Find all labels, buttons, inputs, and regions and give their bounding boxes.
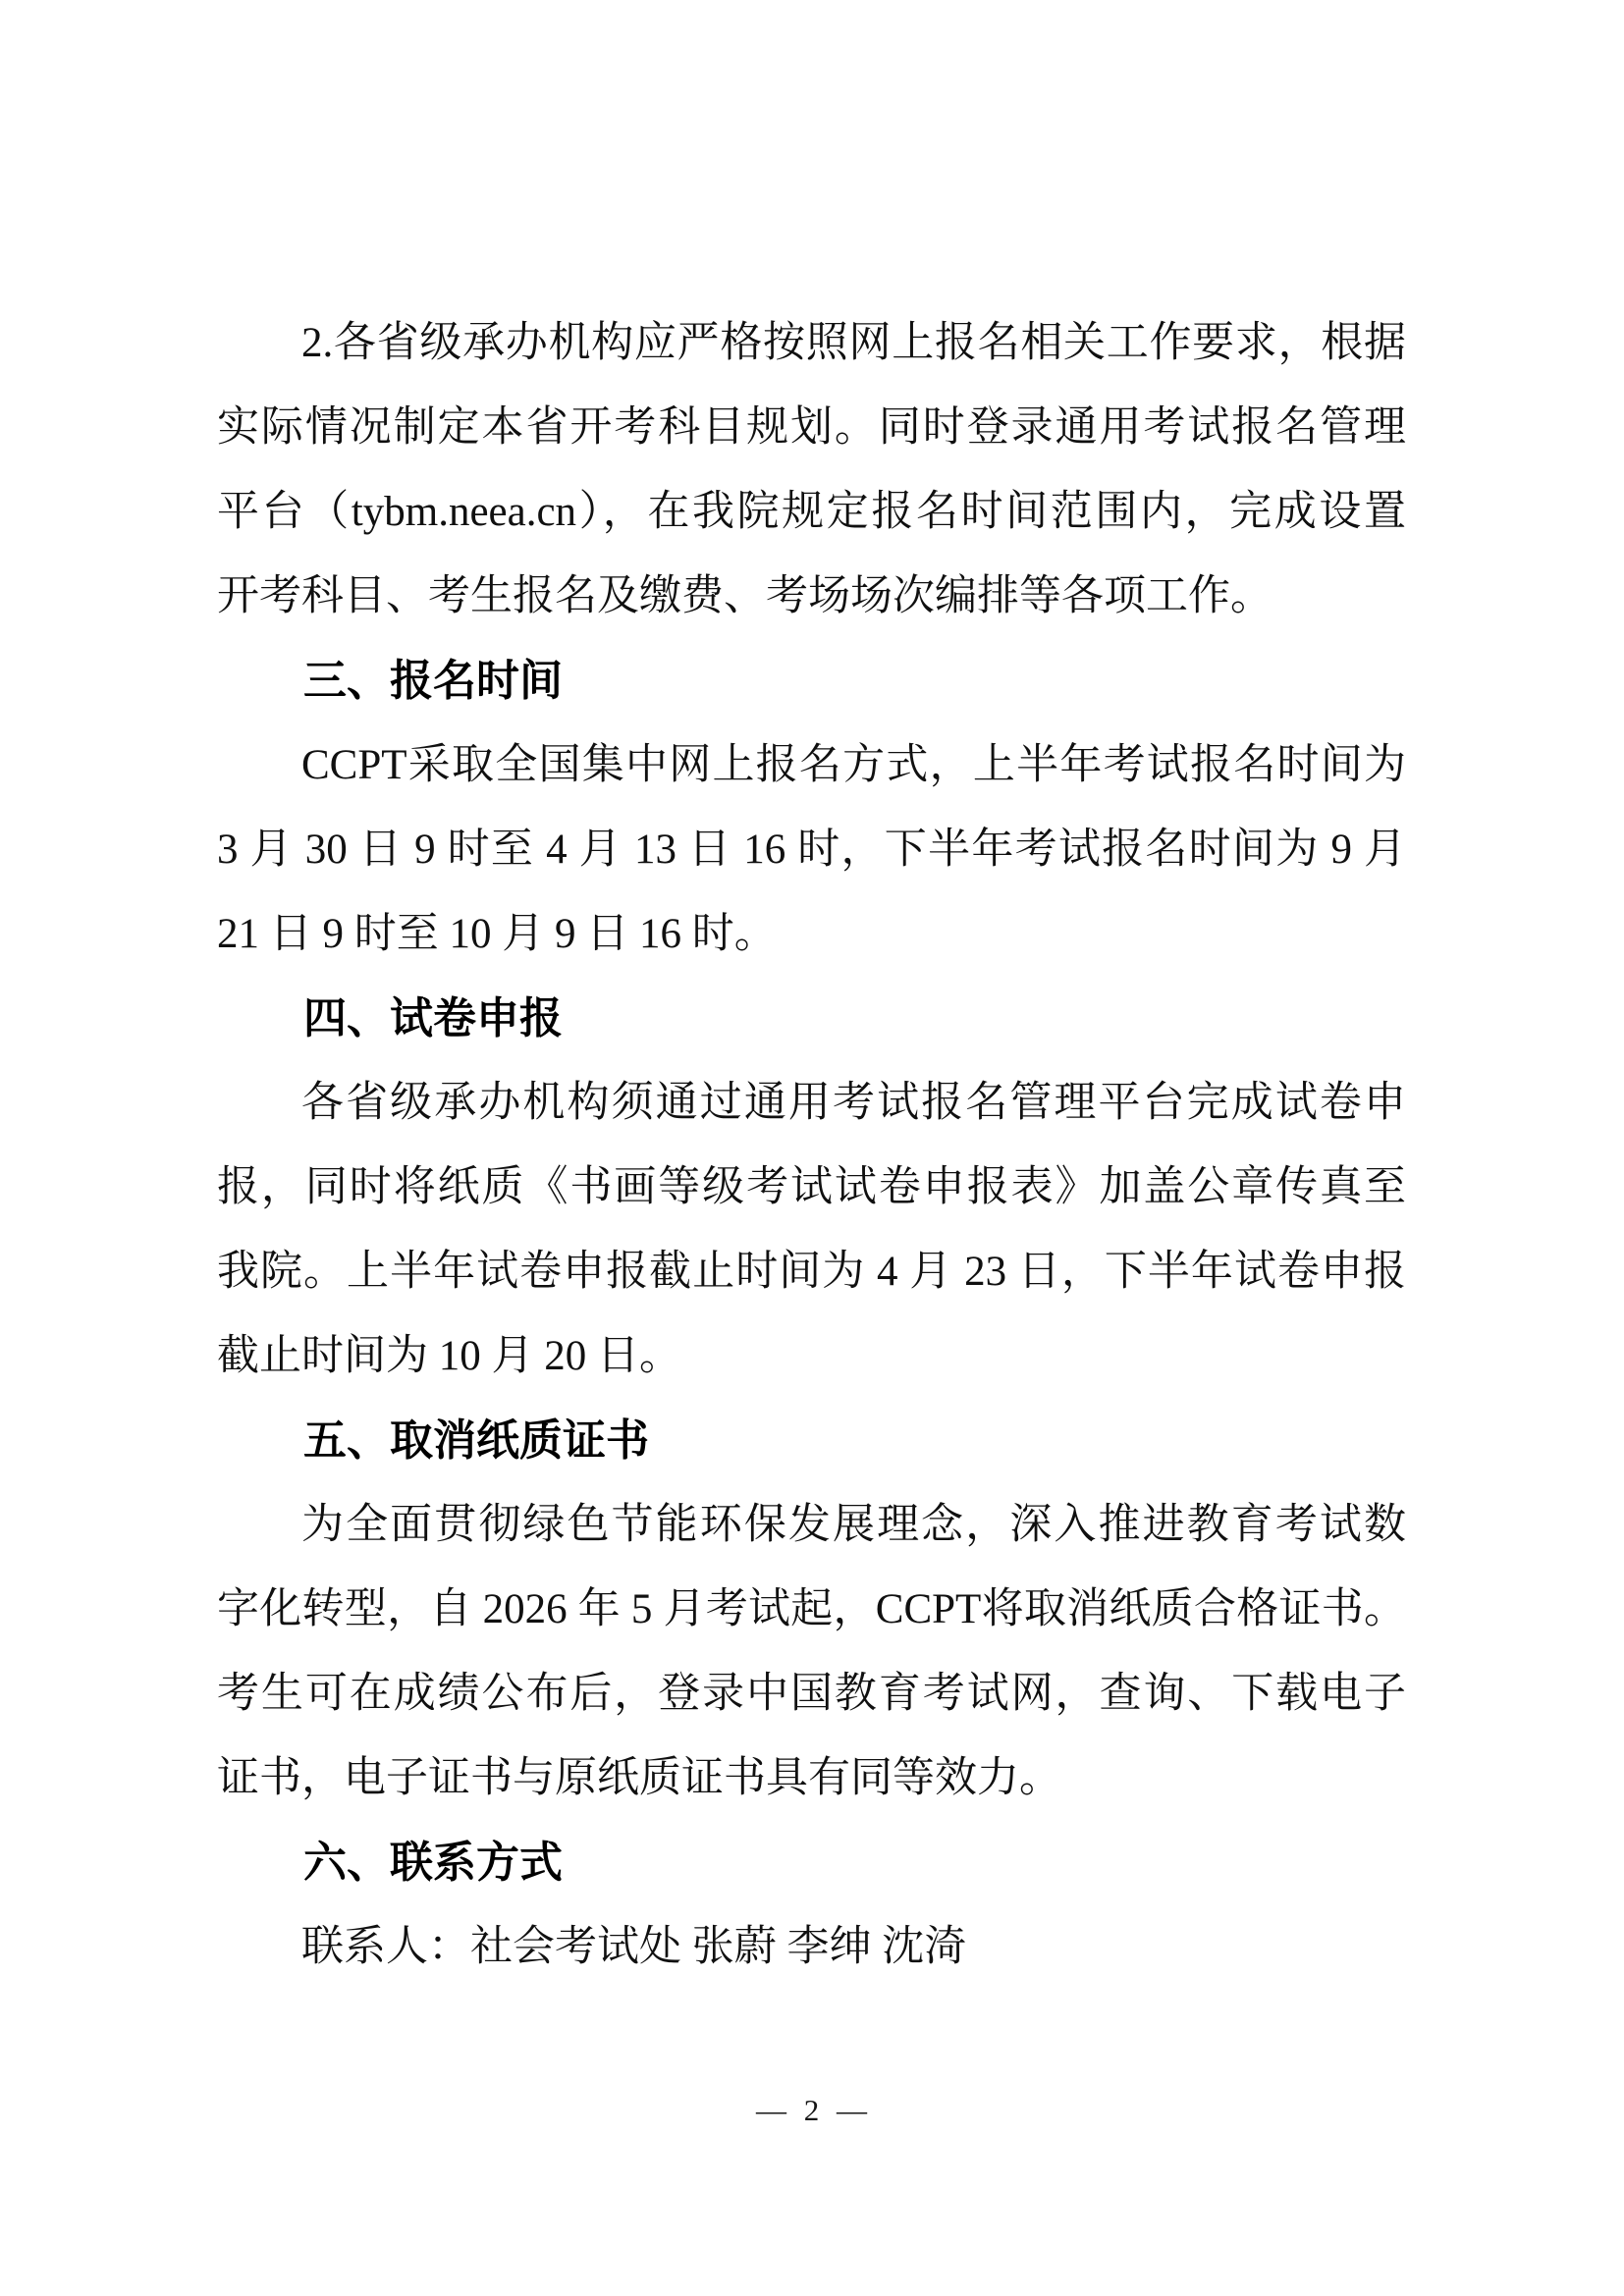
paragraph-line: 平台（tybm.neea.cn），在我院规定报名时间范围内，完成设置: [217, 489, 1406, 535]
paragraph-line: 截止时间为 10 月 20 日。: [217, 1333, 681, 1379]
section-heading-cancel-paper-certificate: 五、取消纸质证书: [303, 1416, 649, 1465]
paragraph-line: 字化转型，自 2026 年 5 月考试起，CCPT将取消纸质合格证书。: [217, 1586, 1406, 1632]
paragraph-line: CCPT采取全国集中网上报名方式，上半年考试报名时间为: [301, 742, 1406, 788]
paragraph-line: 为全面贯彻绿色节能环保发展理念，深入推进教育考试数: [301, 1502, 1406, 1548]
document-body: [217, 301, 1406, 1990]
paragraph-line: 考生可在成绩公布后，登录中国教育考试网，查询、下载电子: [217, 1671, 1406, 1717]
paragraph-line: 我院。上半年试卷申报截止时间为 4 月 23 日，下半年试卷申报: [217, 1249, 1406, 1295]
paragraph-line: 开考科目、考生报名及缴费、考场场次编排等各项工作。: [217, 573, 1272, 619]
paragraph-line: 证书，电子证书与原纸质证书具有同等效力。: [217, 1755, 1061, 1801]
paragraph-line: 2.各省级承办机构应严格按照网上报名相关工作要求，根据: [301, 320, 1406, 366]
section-heading-registration-time: 三、报名时间: [303, 657, 563, 705]
page-number: — 2 —: [756, 2093, 867, 2127]
paragraph-line: 各省级承办机构须通过通用考试报名管理平台完成试卷申: [301, 1080, 1406, 1126]
paragraph-line: 实际情况制定本省开考科目规划。同时登录通用考试报名管理: [217, 404, 1406, 451]
paragraph-line: 报，同时将纸质《书画等级考试试卷申报表》加盖公章传真至: [217, 1164, 1406, 1210]
paragraph-line: 3 月 30 日 9 时至 4 月 13 日 16 时，下半年考试报名时间为 9 月: [217, 827, 1406, 873]
page-footer: [217, 2089, 1406, 2132]
paragraph-line: 21 日 9 时至 10 月 9 日 16 时。: [217, 911, 777, 957]
section-heading-paper-application: 四、试卷申报: [303, 994, 563, 1042]
section-heading-contact-info: 六、联系方式: [303, 1839, 563, 1887]
contact-person-line: 联系人：社会考试处 张蔚 李绅 沈渏: [301, 1924, 967, 1970]
